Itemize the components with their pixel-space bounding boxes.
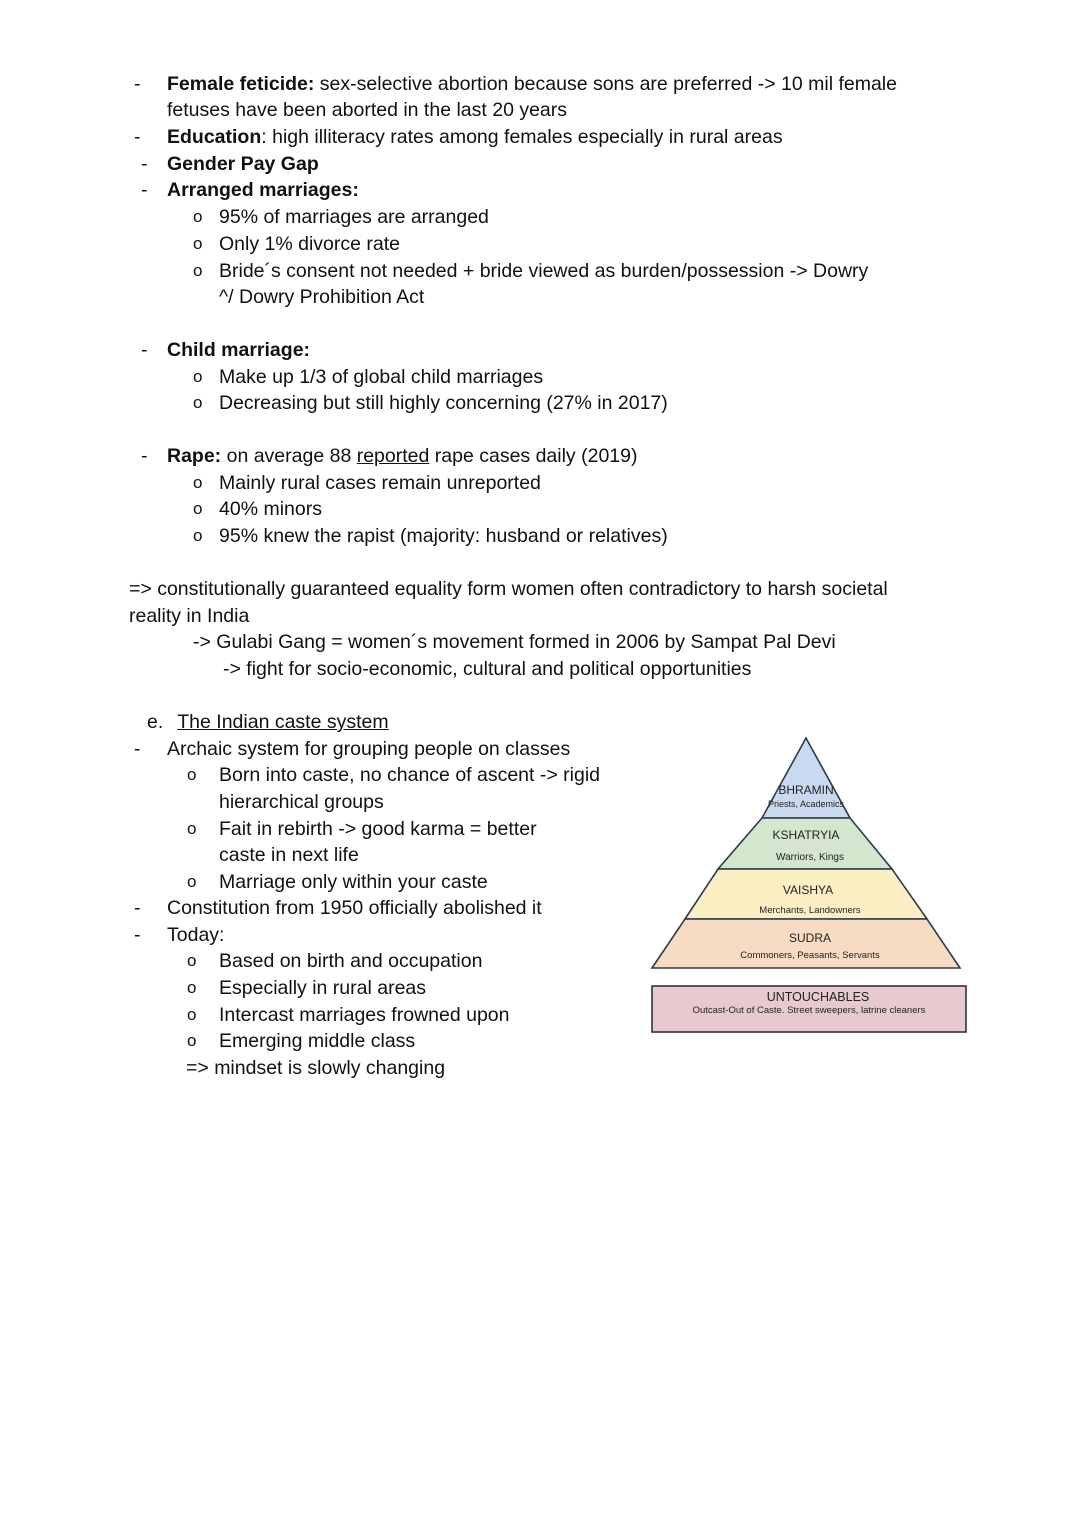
tier-desc: Merchants, Landowners <box>759 905 861 916</box>
bullet-circle: o <box>187 978 197 997</box>
dowry-act-note: ^/ Dowry Prohibition Act <box>219 286 425 308</box>
arranged-marriages-item <box>167 177 359 203</box>
arranged-bullet: Bride´s consent not needed + bride viewed as burden/possession -> Dowry <box>219 260 869 282</box>
bullet-circle: o <box>193 393 203 412</box>
item-label: Rape: <box>167 445 222 467</box>
bullet-circle: o <box>193 473 203 492</box>
list-dash: - <box>134 73 141 95</box>
list-dash: - <box>134 126 141 148</box>
list-dash: - <box>141 445 148 467</box>
bullet-circle: o <box>193 207 203 226</box>
bullet-circle: o <box>187 819 197 838</box>
today-bullet: Based on birth and occupation <box>219 950 483 972</box>
outcast-desc: Outcast-Out of Caste. Street sweepers, latrine cleaners <box>692 1005 926 1016</box>
bullet-circle: o <box>187 1031 197 1050</box>
child-marriage-bullet: Make up 1/3 of global child marriages <box>219 366 544 388</box>
caste-sub-continued: caste in next life <box>219 844 359 866</box>
list-dash: - <box>134 738 141 760</box>
tier-name: BHRAMIN <box>778 783 834 797</box>
arranged-bullet: 95% of marriages are arranged <box>219 206 489 228</box>
section-heading <box>147 709 389 735</box>
list-dash: - <box>141 339 148 361</box>
gulabi-gang-goal: -> fight for socio-economic, cultural and political opportunities <box>223 658 752 680</box>
rape-bullet: 95% knew the rapist (majority: husband or relatives) <box>219 525 668 547</box>
gender-pay-gap-item <box>167 151 319 177</box>
rape-bullet: Mainly rural cases remain unreported <box>219 472 541 494</box>
bullet-circle: o <box>193 234 203 253</box>
list-dash: - <box>141 179 148 201</box>
bullet-circle: o <box>193 526 203 545</box>
item-label: Gender Pay Gap <box>167 153 319 175</box>
item-label: Female feticide: <box>167 73 315 95</box>
caste-point: Archaic system for grouping people on classes <box>167 738 571 760</box>
caste-sub-continued: hierarchical groups <box>219 791 384 813</box>
today-bullet: Emerging middle class <box>219 1030 416 1052</box>
today-bullet: Intercast marriages frowned upon <box>219 1004 510 1026</box>
rape-item <box>167 443 637 469</box>
list-dash: - <box>141 153 148 175</box>
education-item <box>167 124 783 150</box>
bullet-circle: o <box>193 367 203 386</box>
female-feticide-continued: fetuses have been aborted in the last 20 years <box>167 99 568 121</box>
underlined-word: reported <box>356 445 430 467</box>
item-text: rape cases daily (2019) <box>429 445 638 467</box>
caste-point: Constitution from 1950 officially abolished it <box>167 897 542 919</box>
item-label: Education <box>167 126 262 148</box>
item-label: Child marriage: <box>167 339 311 361</box>
caste-sub: Fait in rebirth -> good karma = better <box>219 818 537 840</box>
bullet-circle: o <box>187 872 197 891</box>
outcast-name: UNTOUCHABLES <box>766 990 870 1004</box>
caste-sub: Born into caste, no chance of ascent -> rigid <box>219 764 601 786</box>
bullet-circle: o <box>193 499 203 518</box>
rape-bullet: 40% minors <box>219 498 322 520</box>
bullet-circle: o <box>187 1005 197 1024</box>
item-label: Arranged marriages: <box>167 179 359 201</box>
item-text: : high illiteracy rates among females especially in rural areas <box>261 126 783 148</box>
bullet-circle: o <box>187 765 197 784</box>
arranged-bullet: Only 1% divorce rate <box>219 233 400 255</box>
caste-conclusion: => mindset is slowly changing <box>186 1057 446 1079</box>
tier-name: VAISHYA <box>782 883 834 897</box>
conclusion-line: => constitutionally guaranteed equality form women often contradictory to harsh societal <box>129 578 888 600</box>
gulabi-gang-line: -> Gulabi Gang = women´s movement formed in 2006 by Sampat Pal Devi <box>193 631 836 653</box>
child-marriage-bullet: Decreasing but still highly concerning (27% in 2017) <box>219 392 668 414</box>
caste-sub: Marriage only within your caste <box>219 871 488 893</box>
bullet-circle: o <box>193 261 203 280</box>
bullet-circle: o <box>187 951 197 970</box>
item-text: on average 88 <box>221 445 357 467</box>
section-marker: e. <box>147 711 164 733</box>
tier-desc: Warriors, Kings <box>776 852 844 863</box>
today-bullet: Especially in rural areas <box>219 977 427 999</box>
caste-point: Today: <box>167 924 225 946</box>
list-dash: - <box>134 924 141 946</box>
item-text: sex-selective abortion because sons are preferred -> 10 mil female <box>314 73 897 95</box>
tier-name: KSHATRYIA <box>772 828 840 842</box>
child-marriage-item <box>167 337 310 363</box>
caste-pyramid-diagram <box>645 735 975 1040</box>
female-feticide-item <box>167 71 897 97</box>
section-title: The Indian caste system <box>177 711 389 733</box>
tier-name: SUDRA <box>788 931 832 945</box>
conclusion-line: reality in India <box>129 605 250 627</box>
list-dash: - <box>134 897 141 919</box>
tier-desc: Priests, Academics <box>767 799 845 809</box>
tier-desc: Commoners, Peasants, Servants <box>740 950 880 961</box>
